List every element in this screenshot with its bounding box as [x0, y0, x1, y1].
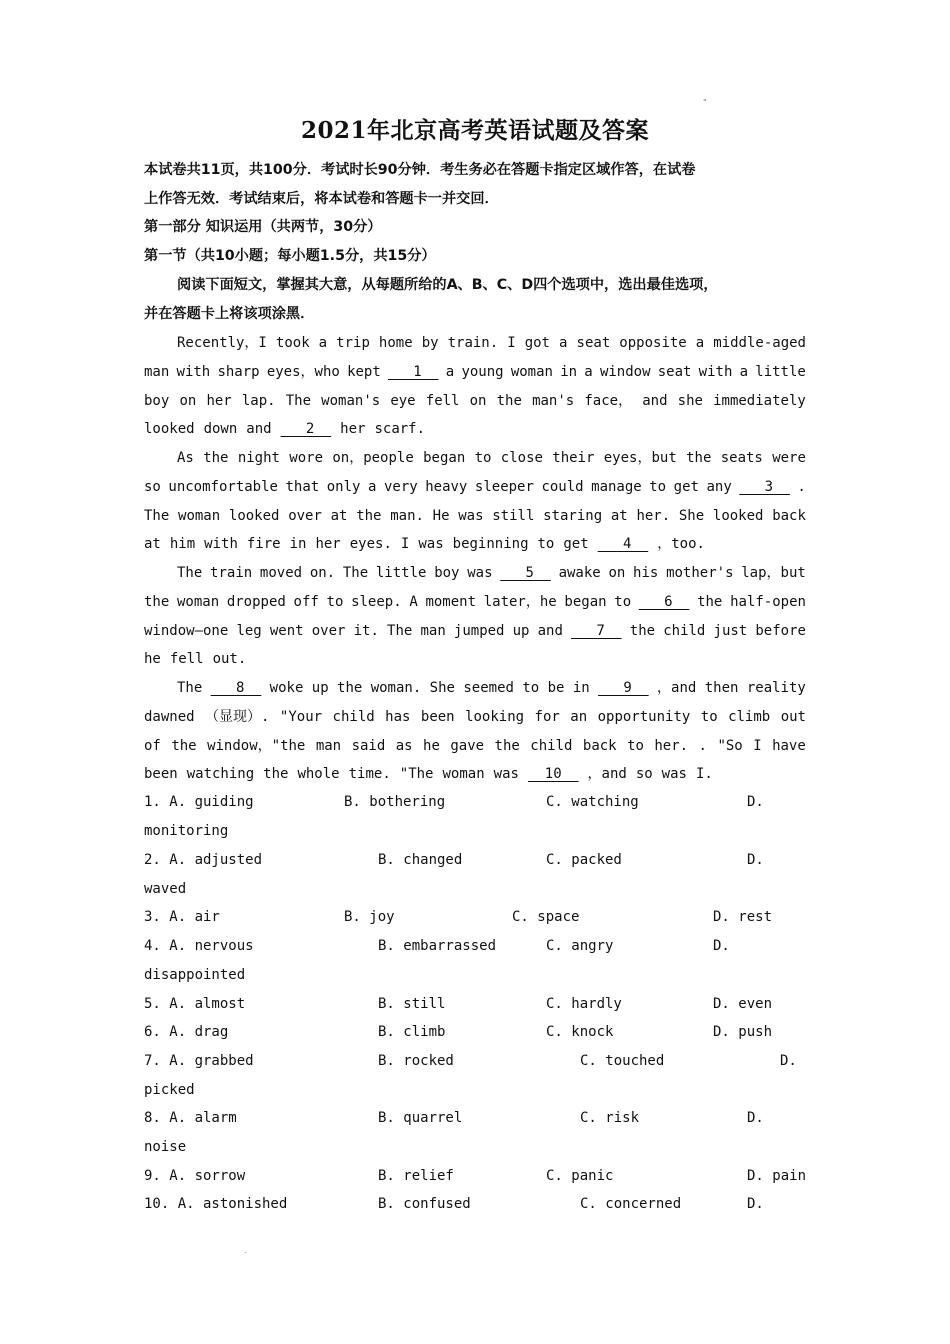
passage-word: sharp	[217, 363, 260, 380]
passage-word: back	[582, 737, 617, 754]
passage-word: man	[144, 363, 170, 380]
passage-word: the	[494, 737, 520, 754]
passage-word: a	[318, 335, 328, 351]
passage-word: kept	[347, 363, 381, 380]
passage-word: was	[458, 507, 484, 524]
passage-word: watching	[186, 766, 255, 783]
passage-word: was	[661, 766, 687, 783]
passage-word: to	[614, 593, 632, 610]
passage-word: lap，but	[741, 565, 806, 581]
option-5-d: D. even	[713, 996, 773, 1012]
passage-word: scarf.	[374, 421, 426, 438]
passage-word: window	[599, 363, 651, 380]
passage-word: window—one	[144, 622, 229, 639]
passage-line	[144, 760, 713, 789]
option-5-b: B. still	[378, 996, 446, 1012]
passage-word: time.	[348, 766, 391, 783]
passage-word: opportunity	[597, 708, 691, 725]
passage-line	[144, 703, 806, 732]
passage-word: him	[169, 536, 196, 553]
passage-word: young	[461, 363, 504, 380]
passage-word: be	[547, 680, 565, 696]
option-9-a: 9. A. sorrow	[144, 1168, 246, 1184]
passage-word: child	[530, 737, 573, 754]
passage-word: the	[263, 766, 289, 783]
passage-word: eyes.	[349, 536, 392, 553]
passage-word: up	[512, 622, 530, 639]
passage-word: out	[780, 708, 806, 725]
answer-blank: 6	[638, 593, 690, 610]
passage-word: fire	[246, 536, 281, 553]
passage-word: a	[559, 335, 568, 351]
answer-blank: 7	[571, 622, 622, 639]
passage-word: the	[356, 507, 382, 524]
passage-word: and	[537, 622, 563, 639]
instructions-line-2: 上作答无效．考试结束后，将本试卷和答题卡一并交回．	[144, 191, 499, 207]
passage-word: She	[678, 507, 705, 524]
passage-word: has	[385, 708, 411, 725]
passage-word: sleeper	[474, 478, 534, 495]
passage-word: it.	[353, 622, 379, 639]
answer-blank: 3	[739, 478, 790, 495]
passage-word: close	[500, 450, 543, 466]
passage-word: The	[144, 507, 170, 524]
passage-word: heavy	[425, 478, 468, 495]
passage-word: half-open	[730, 593, 806, 610]
header-mark: "	[703, 98, 707, 107]
passage-line	[144, 617, 806, 646]
option-10-b: B. confused	[378, 1196, 471, 1212]
passage-word: up	[311, 680, 329, 696]
passage-word: said	[351, 737, 386, 754]
answer-blank: 5	[500, 565, 551, 581]
passage-word: was	[493, 766, 519, 783]
passage-word: on	[608, 565, 626, 581]
passage-word: later，he	[483, 593, 557, 610]
option-2-a: 2. A. adjusted	[144, 852, 263, 868]
passage-word: a	[695, 335, 705, 351]
passage-word: at	[330, 507, 348, 524]
passage-word: seemed	[463, 680, 514, 696]
passage-word: looked	[228, 507, 280, 524]
passage-word: then	[704, 680, 739, 696]
instructions-line-1: 本试卷共11页，共100分．考试时长90分钟．考生务必在答题卡指定区域作答，在试卷	[144, 162, 696, 178]
passage-word: The	[387, 622, 413, 639]
passage-line	[144, 415, 425, 444]
option-8-d-wrap: noise	[144, 1139, 187, 1155]
passage-word: only	[326, 478, 361, 495]
passage-line	[144, 502, 806, 531]
passage-word: at	[610, 507, 628, 524]
passage-word: ，too.	[657, 536, 705, 553]
option-8-c: C. risk	[580, 1110, 640, 1126]
passage-word: back	[772, 507, 806, 524]
option-1-b: B. bothering	[344, 794, 446, 810]
answer-blank: 4	[597, 536, 649, 553]
passage-word: mother's	[666, 565, 734, 581]
passage-word: woke	[269, 680, 304, 696]
passage-word: A	[409, 593, 418, 610]
passage-line	[144, 444, 806, 473]
passage-word: for	[534, 708, 560, 725]
passage-line	[144, 559, 806, 588]
passage-word: awake	[558, 565, 601, 581]
passage-line	[144, 358, 806, 387]
option-10-a: 10. A. astonished	[144, 1196, 288, 1212]
passage-word: child	[663, 622, 706, 639]
option-9-d: D. pain	[747, 1168, 807, 1184]
passage-word: on	[179, 392, 197, 409]
passage-word: home	[378, 335, 413, 351]
passage-line	[144, 387, 806, 416]
passage-word: by	[421, 335, 439, 351]
passage-word: child	[332, 708, 375, 725]
section1-heading: 第一节（共10小题；每小题1.5分，共15分）	[144, 248, 436, 264]
option-7-b: B. rocked	[378, 1053, 454, 1069]
passage-word: get	[673, 478, 699, 495]
passage-word: her.	[654, 737, 689, 754]
passage-word: with	[176, 363, 211, 380]
option-4-d: D.	[713, 938, 730, 954]
passage-word: staring	[543, 507, 603, 524]
passage-line	[144, 645, 246, 674]
passage-word: as	[395, 737, 413, 754]
option-3-b: B. joy	[344, 909, 395, 925]
passage-word: looked	[712, 507, 764, 524]
passage-word: looked	[144, 421, 195, 438]
passage-word: out.	[212, 651, 247, 668]
option-7-c: C. touched	[580, 1053, 665, 1069]
passage-word: fell	[169, 651, 204, 668]
passage-word: any	[706, 478, 732, 495]
passage-word: before	[755, 622, 806, 639]
passage-word: moved	[259, 565, 303, 581]
passage-word: with	[204, 536, 238, 553]
passage-word: window，"the	[207, 737, 306, 754]
option-6-c: C. knock	[546, 1024, 614, 1040]
passage-word: I	[753, 737, 762, 754]
passage-word: eyes，who	[266, 363, 340, 380]
passage-word: He	[432, 507, 450, 524]
passage-word: she	[677, 392, 703, 409]
option-7-d: D.	[780, 1053, 797, 1069]
passage-word: the	[171, 737, 197, 754]
passage-line	[144, 329, 806, 358]
option-10-d: D.	[747, 1196, 764, 1212]
passage-word: leg	[236, 622, 262, 639]
option-7-a: 7. A. grabbed	[144, 1053, 254, 1069]
passage-word: on.	[309, 565, 336, 581]
directions-line-1: 阅读下面短文，掌握其大意，从每题所给的A、B、C、D四个选项中，选出最佳选项，	[177, 277, 718, 293]
passage-word: wore	[289, 450, 324, 466]
passage-line	[144, 732, 806, 761]
passage-word: the	[337, 680, 363, 696]
option-8-b: B. quarrel	[378, 1110, 463, 1126]
passage-word: immediately	[713, 392, 806, 409]
passage-word: beginning	[452, 536, 529, 553]
passage-word: the	[496, 392, 522, 409]
passage-word: boy	[434, 565, 460, 581]
passage-word: a	[368, 478, 377, 495]
passage-word: so	[635, 766, 653, 783]
option-3-c: C. space	[512, 909, 580, 925]
passage-word: dawned	[144, 708, 195, 725]
passage-word: trip	[336, 335, 370, 351]
passage-word: lap.	[241, 392, 276, 409]
passage-word: began	[564, 593, 607, 610]
option-3-d: D. rest	[713, 909, 773, 925]
passage-word: at	[144, 536, 161, 553]
option-9-b: B. relief	[378, 1168, 454, 1184]
passage-word: get	[563, 536, 589, 553]
option-2-c: C. packed	[546, 852, 622, 868]
passage-word: his	[633, 565, 659, 581]
option-1-c: C. watching	[546, 794, 639, 810]
passage-word: The	[177, 680, 203, 696]
passage-word: their	[552, 450, 595, 466]
answer-blank: 10	[527, 766, 579, 783]
passage-word: took	[275, 335, 310, 351]
option-3-a: 3. A. air	[144, 909, 220, 925]
passage-word: and	[642, 392, 668, 409]
passage-word: very	[383, 478, 418, 495]
passage-word: boy	[144, 392, 170, 409]
passage-word: seat	[657, 363, 692, 380]
passage-word: with	[698, 363, 733, 380]
passage-word: to	[537, 536, 555, 553]
passage-word: was	[418, 536, 444, 553]
passage-word: man.	[390, 507, 424, 524]
passage-word: eyes，but	[603, 450, 677, 466]
passage-word: manage	[591, 478, 642, 495]
passage-line	[144, 473, 806, 502]
passage-word: eye	[390, 392, 416, 409]
passage-word: gave	[450, 737, 485, 754]
passage-word: "So	[717, 737, 743, 754]
passage-word: The	[177, 565, 203, 581]
passage-word: whole	[297, 766, 340, 783]
page-title: 2021年北京高考英语试题及答案	[300, 117, 649, 144]
passage-word: the	[203, 450, 229, 466]
passage-word: sleep.	[351, 593, 402, 610]
directions-line-2: 并在答题卡上将该项涂黑．	[144, 306, 315, 322]
passage-word: dropped	[226, 593, 286, 610]
passage-word: over	[288, 507, 322, 524]
option-10-c: C. concerned	[580, 1196, 682, 1212]
option-1-d: D.	[747, 794, 764, 810]
passage-word: seat	[576, 335, 611, 351]
passage-word: train.	[447, 335, 499, 351]
passage-word: ，and	[657, 680, 697, 696]
option-7-d-wrap: picked	[144, 1082, 195, 1098]
passage-word: looking	[465, 708, 525, 725]
passage-word: a	[445, 363, 455, 380]
answer-blank: 9	[598, 680, 649, 696]
passage-word: woman	[442, 766, 485, 783]
passage-line	[144, 530, 705, 559]
passage-word: man	[315, 737, 342, 754]
passage-word: went	[269, 622, 304, 639]
passage-word: to	[649, 478, 667, 495]
passage-word: woman	[510, 363, 553, 380]
passage-word: seats	[720, 450, 763, 466]
option-6-a: 6. A. drag	[144, 1024, 229, 1040]
passage-word: The	[342, 565, 369, 581]
option-5-c: C. hardly	[546, 996, 622, 1012]
passage-word: the	[629, 622, 656, 639]
passage-word: in	[572, 680, 590, 696]
part1-heading: 第一部分 知识运用（共两节，30分）	[144, 219, 382, 235]
passage-word: I	[400, 536, 410, 553]
passage-word: train	[210, 565, 253, 581]
passage-word: just	[713, 622, 748, 639]
passage-word: her	[315, 536, 341, 553]
passage-word: ，and	[587, 766, 627, 783]
option-9-c: C. panic	[546, 1168, 614, 1184]
option-6-b: B. climb	[378, 1024, 446, 1040]
passage-word: face，	[584, 392, 633, 409]
passage-word: off	[293, 593, 319, 610]
passage-word: her	[206, 392, 232, 409]
passage-word: The	[285, 392, 312, 409]
passage-word: to	[700, 708, 718, 725]
passage-word: on，people	[332, 450, 414, 466]
option-1-d-wrap: monitoring	[144, 823, 229, 839]
passage-word: to	[522, 680, 540, 696]
passage-word: woman.	[370, 680, 422, 696]
passage-word: little	[375, 565, 427, 581]
passage-word: a	[584, 363, 593, 380]
passage-word: "Your	[279, 708, 323, 725]
option-2-b: B. changed	[378, 852, 463, 868]
passage-word: he	[423, 737, 440, 754]
option-2-d-wrap: waved	[144, 881, 187, 897]
passage-word: down	[203, 421, 238, 438]
passage-word: I.	[695, 766, 713, 783]
passage-word: so	[144, 478, 161, 495]
passage-word: She	[429, 680, 455, 696]
answer-blank: 8	[210, 680, 262, 696]
passage-word: uncomfortable	[168, 478, 278, 495]
passage-word: woman's	[321, 392, 381, 409]
passage-word: and	[246, 421, 272, 438]
passage-word: was	[467, 565, 493, 581]
passage-word: night	[237, 450, 280, 466]
passage-word: on	[469, 392, 487, 409]
passage-word: man's	[532, 392, 575, 409]
option-8-a: 8. A. alarm	[144, 1110, 237, 1126]
passage-word: in	[560, 363, 578, 380]
passage-line	[144, 674, 806, 703]
passage-word: were	[772, 450, 806, 466]
passage-word: a	[739, 363, 749, 380]
passage-word: have	[772, 737, 806, 754]
option-2-d: D.	[747, 852, 764, 868]
footer-mark: .	[244, 1246, 247, 1255]
passage-word: the	[144, 593, 170, 610]
option-6-d: D. push	[713, 1024, 773, 1040]
passage-word: been	[144, 766, 178, 783]
passage-word: began	[423, 450, 466, 466]
option-4-d-wrap: disappointed	[144, 967, 246, 983]
passage-word: her.	[636, 507, 671, 524]
passage-word: .	[797, 478, 806, 495]
passage-word: been	[420, 708, 455, 725]
option-4-a: 4. A. nervous	[144, 938, 254, 954]
passage-word: little	[755, 363, 806, 380]
passage-word: I	[507, 335, 516, 351]
passage-word: man	[420, 622, 446, 639]
passage-word: the	[686, 450, 712, 466]
option-8-d: D.	[747, 1110, 764, 1126]
passage-word: in	[289, 536, 307, 553]
passage-word: got	[524, 335, 550, 351]
passage-word: jumped	[453, 622, 505, 639]
passage-word: he	[144, 651, 161, 668]
passage-word: to	[474, 450, 492, 466]
passage-word: could	[541, 478, 584, 495]
passage-word: her	[340, 421, 366, 438]
passage-word: woman	[178, 507, 221, 524]
passage-word: opposite	[619, 335, 687, 351]
passage-word: over	[311, 622, 346, 639]
passage-word: the	[697, 593, 723, 610]
passage-word: As	[177, 450, 194, 466]
answer-blank: 1	[388, 363, 439, 380]
passage-word: moment	[425, 593, 477, 610]
passage-word: of	[144, 737, 161, 754]
answer-blank: 2	[280, 421, 332, 438]
option-4-b: B. embarrassed	[378, 938, 497, 954]
passage-word: climb	[728, 708, 771, 725]
passage-word: Recently，I	[177, 335, 267, 351]
option-5-a: 5. A. almost	[144, 996, 246, 1012]
passage-word: reality	[746, 680, 806, 696]
passage-word: "The	[399, 766, 434, 783]
passage-word: that	[285, 478, 320, 495]
passage-word: an	[570, 708, 588, 725]
passage-word: middle-aged	[713, 335, 806, 351]
passage-line	[144, 588, 806, 617]
option-4-c: C. angry	[546, 938, 614, 954]
passage-word: （显现）.	[205, 708, 270, 725]
passage-word: to	[326, 593, 344, 610]
passage-word: woman	[176, 593, 220, 610]
passage-word: still	[492, 507, 535, 524]
passage-word: fell	[425, 392, 460, 409]
passage-word: to	[627, 737, 644, 754]
option-1-a: 1. A. guiding	[144, 794, 254, 810]
passage-word: .	[698, 737, 707, 754]
